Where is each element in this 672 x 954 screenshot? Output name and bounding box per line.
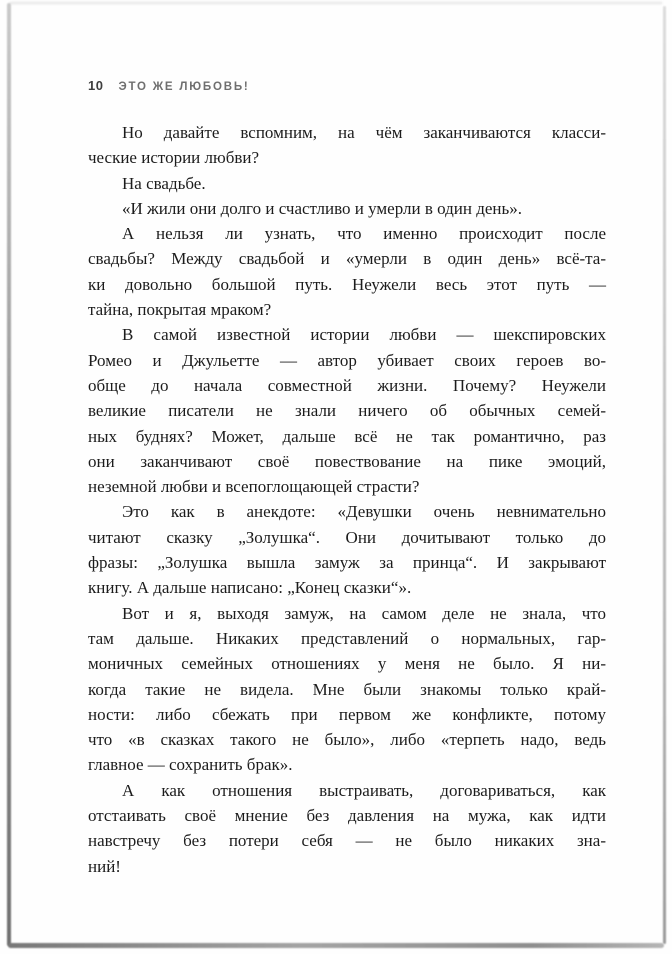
paragraph — [88, 778, 606, 879]
paragraph — [88, 120, 606, 171]
text-line: моничных семейных отношениях у меня не было. Я ни- — [88, 654, 606, 674]
paragraph — [88, 322, 606, 499]
text-line: свадьбы? Между свадьбой и «умерли в один день» всё-та- — [88, 249, 606, 269]
text-line: ний! — [88, 856, 121, 876]
page-edge-top — [10, 2, 662, 4]
paragraph — [88, 171, 606, 196]
text-line: ных буднях? Может, дальше всё не так романтично, раз — [88, 426, 606, 446]
page-header — [88, 78, 606, 93]
paragraph — [88, 221, 606, 322]
page-edge-left — [7, 3, 11, 946]
text-line: ческие истории любви? — [88, 148, 260, 168]
text-line: А как отношения выстраивать, договариваться, как — [122, 780, 606, 800]
text-line: Это как в анекдоте: «Девушки очень невнимательно — [122, 502, 606, 522]
text-line: Ромео и Джульетте — автор убивает своих героев во- — [88, 350, 606, 370]
text-line: ности: либо сбежать при первом же конфликте, потому — [88, 704, 606, 724]
text-line: А нельзя ли узнать, что именно происходит после — [122, 224, 606, 244]
paragraph — [88, 601, 606, 778]
text-line: навстречу без потери себя — не было никаких зна- — [88, 831, 606, 851]
page-edge-right — [663, 6, 666, 944]
text-block — [88, 120, 606, 879]
text-line: В самой известной истории любви — шекспировских — [122, 325, 606, 345]
page-number: 10 — [88, 78, 104, 93]
text-line: неземной любви и всепоглощающей страсти? — [88, 477, 420, 497]
text-line: обще до начала совместной жизни. Почему? Неужели — [88, 375, 606, 395]
text-line: тайна, покрытая мраком? — [88, 300, 272, 320]
text-line: Но давайте вспомним, на чём заканчиваются класси- — [122, 123, 606, 142]
text-line: великие писатели не знали ничего об обычных семей- — [88, 401, 606, 421]
text-line: «И жили они долго и счастливо и умерли в один день». — [122, 198, 523, 218]
paragraph — [88, 499, 606, 600]
paragraph — [88, 196, 606, 221]
text-line: когда такие не видела. Мне были знакомы только край- — [88, 679, 606, 699]
text-line: книгу. А дальше написано: „Конец сказки“». — [88, 578, 412, 598]
text-line: они заканчивают своё повествование на пике эмоций, — [88, 451, 606, 471]
text-line: Вот и я, выходя замуж, на самом деле не знала, что — [122, 603, 606, 623]
page-edge-bottom — [8, 943, 664, 948]
text-line: читают сказку „Золушка“. Они дочитывают только до — [88, 527, 606, 547]
text-line: отстаивать своё мнение без давления на мужа, как идти — [88, 806, 606, 826]
text-line: На свадьбе. — [122, 173, 206, 193]
text-line: там дальше. Никаких представлений о нормальных, гар- — [88, 628, 606, 648]
text-line: главное — сохранить брак». — [88, 755, 293, 775]
text-line: ки довольно большой путь. Неужели весь этот путь — — [88, 274, 606, 294]
text-line: фразы: „Золушка вышла замуж за принца“. И закрывают — [88, 553, 606, 573]
text-line: что «в сказках такого не было», либо «терпеть надо, ведь — [88, 730, 606, 750]
running-title: ЭТО ЖЕ ЛЮБОВЬ! — [118, 81, 250, 93]
